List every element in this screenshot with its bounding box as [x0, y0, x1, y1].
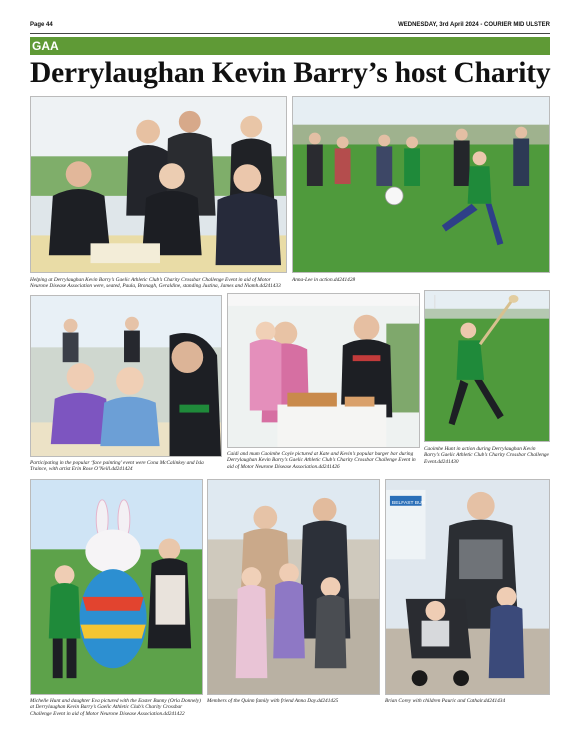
caption-easter-bunny: Michelle Hunt and daughter Eva pictured with the Easter Bunny (Orla Donnely) at Derrylaughan Kevin Barry’s Gaelic Athletic Club’s Charity Crossbar Challenge Event in aid of Motor Neurone Disease Association.dd241422 — [30, 698, 201, 717]
page-number: Page 44 — [30, 22, 53, 28]
photo-helpers — [30, 96, 287, 273]
photo-easter-bunny — [30, 479, 203, 695]
issue-date: WEDNESDAY, 3rd April 2024 - COURIER MID ULSTER — [398, 22, 550, 28]
caption-face-painting: Participating in the popular ‘face painting’ event were Cona McCalinkey and Isla Traince, with artist Erin Rose O’Neill.dd241424 — [30, 460, 204, 473]
caption-quinn-family: Members of the Quinn family with friend Anna Day.dd241425 — [207, 698, 339, 704]
caption-corey-family: Brian Corey with children Pauric and Cathair.dd241434 — [385, 698, 506, 704]
photo-burger-bar — [227, 293, 420, 448]
photo-anna-lee — [292, 96, 550, 273]
photo-face-painting — [30, 295, 222, 457]
photo-caoimhe — [424, 290, 550, 442]
page-headline: Derrylaughan Kevin Barry’s host Charity — [30, 57, 551, 89]
photo-corey-family — [385, 479, 550, 695]
section-banner: GAA — [30, 37, 550, 55]
header-rule — [30, 33, 550, 34]
caption-helpers: Helping at Derrylaughan Kevin Barry’s Gaelic Athletic Club’s Charity Crossbar Challenge Event in aid of Motor Neurone Disease Association were, seated, Paula, Bronagh, Geraldine, standing Justina, James and Niamh.dd241433 — [30, 277, 281, 290]
caption-caoimhe: Caoimhe Hunt in action during Derrylaughan Kevin Barry’s Gaelic Athletic Club’s Charity Crossbar Challenge Event.dd241430 — [424, 446, 549, 465]
van-sign: BELFAST BUS — [391, 500, 426, 506]
photo-quinn-family — [207, 479, 380, 695]
caption-anna-lee: Anna-Lee in action.dd241428 — [292, 277, 356, 283]
caption-burger-bar: Caidi and mum Caoimhe Coyle pictured at Kate and Kevin’s popular burger bar during Derrylaughan Kevin Barry’s Gaelic Athletic Club’s Charity Crossbar Challenge Event in aid of Motor Neurone Disease Association.dd241426 — [227, 451, 416, 470]
